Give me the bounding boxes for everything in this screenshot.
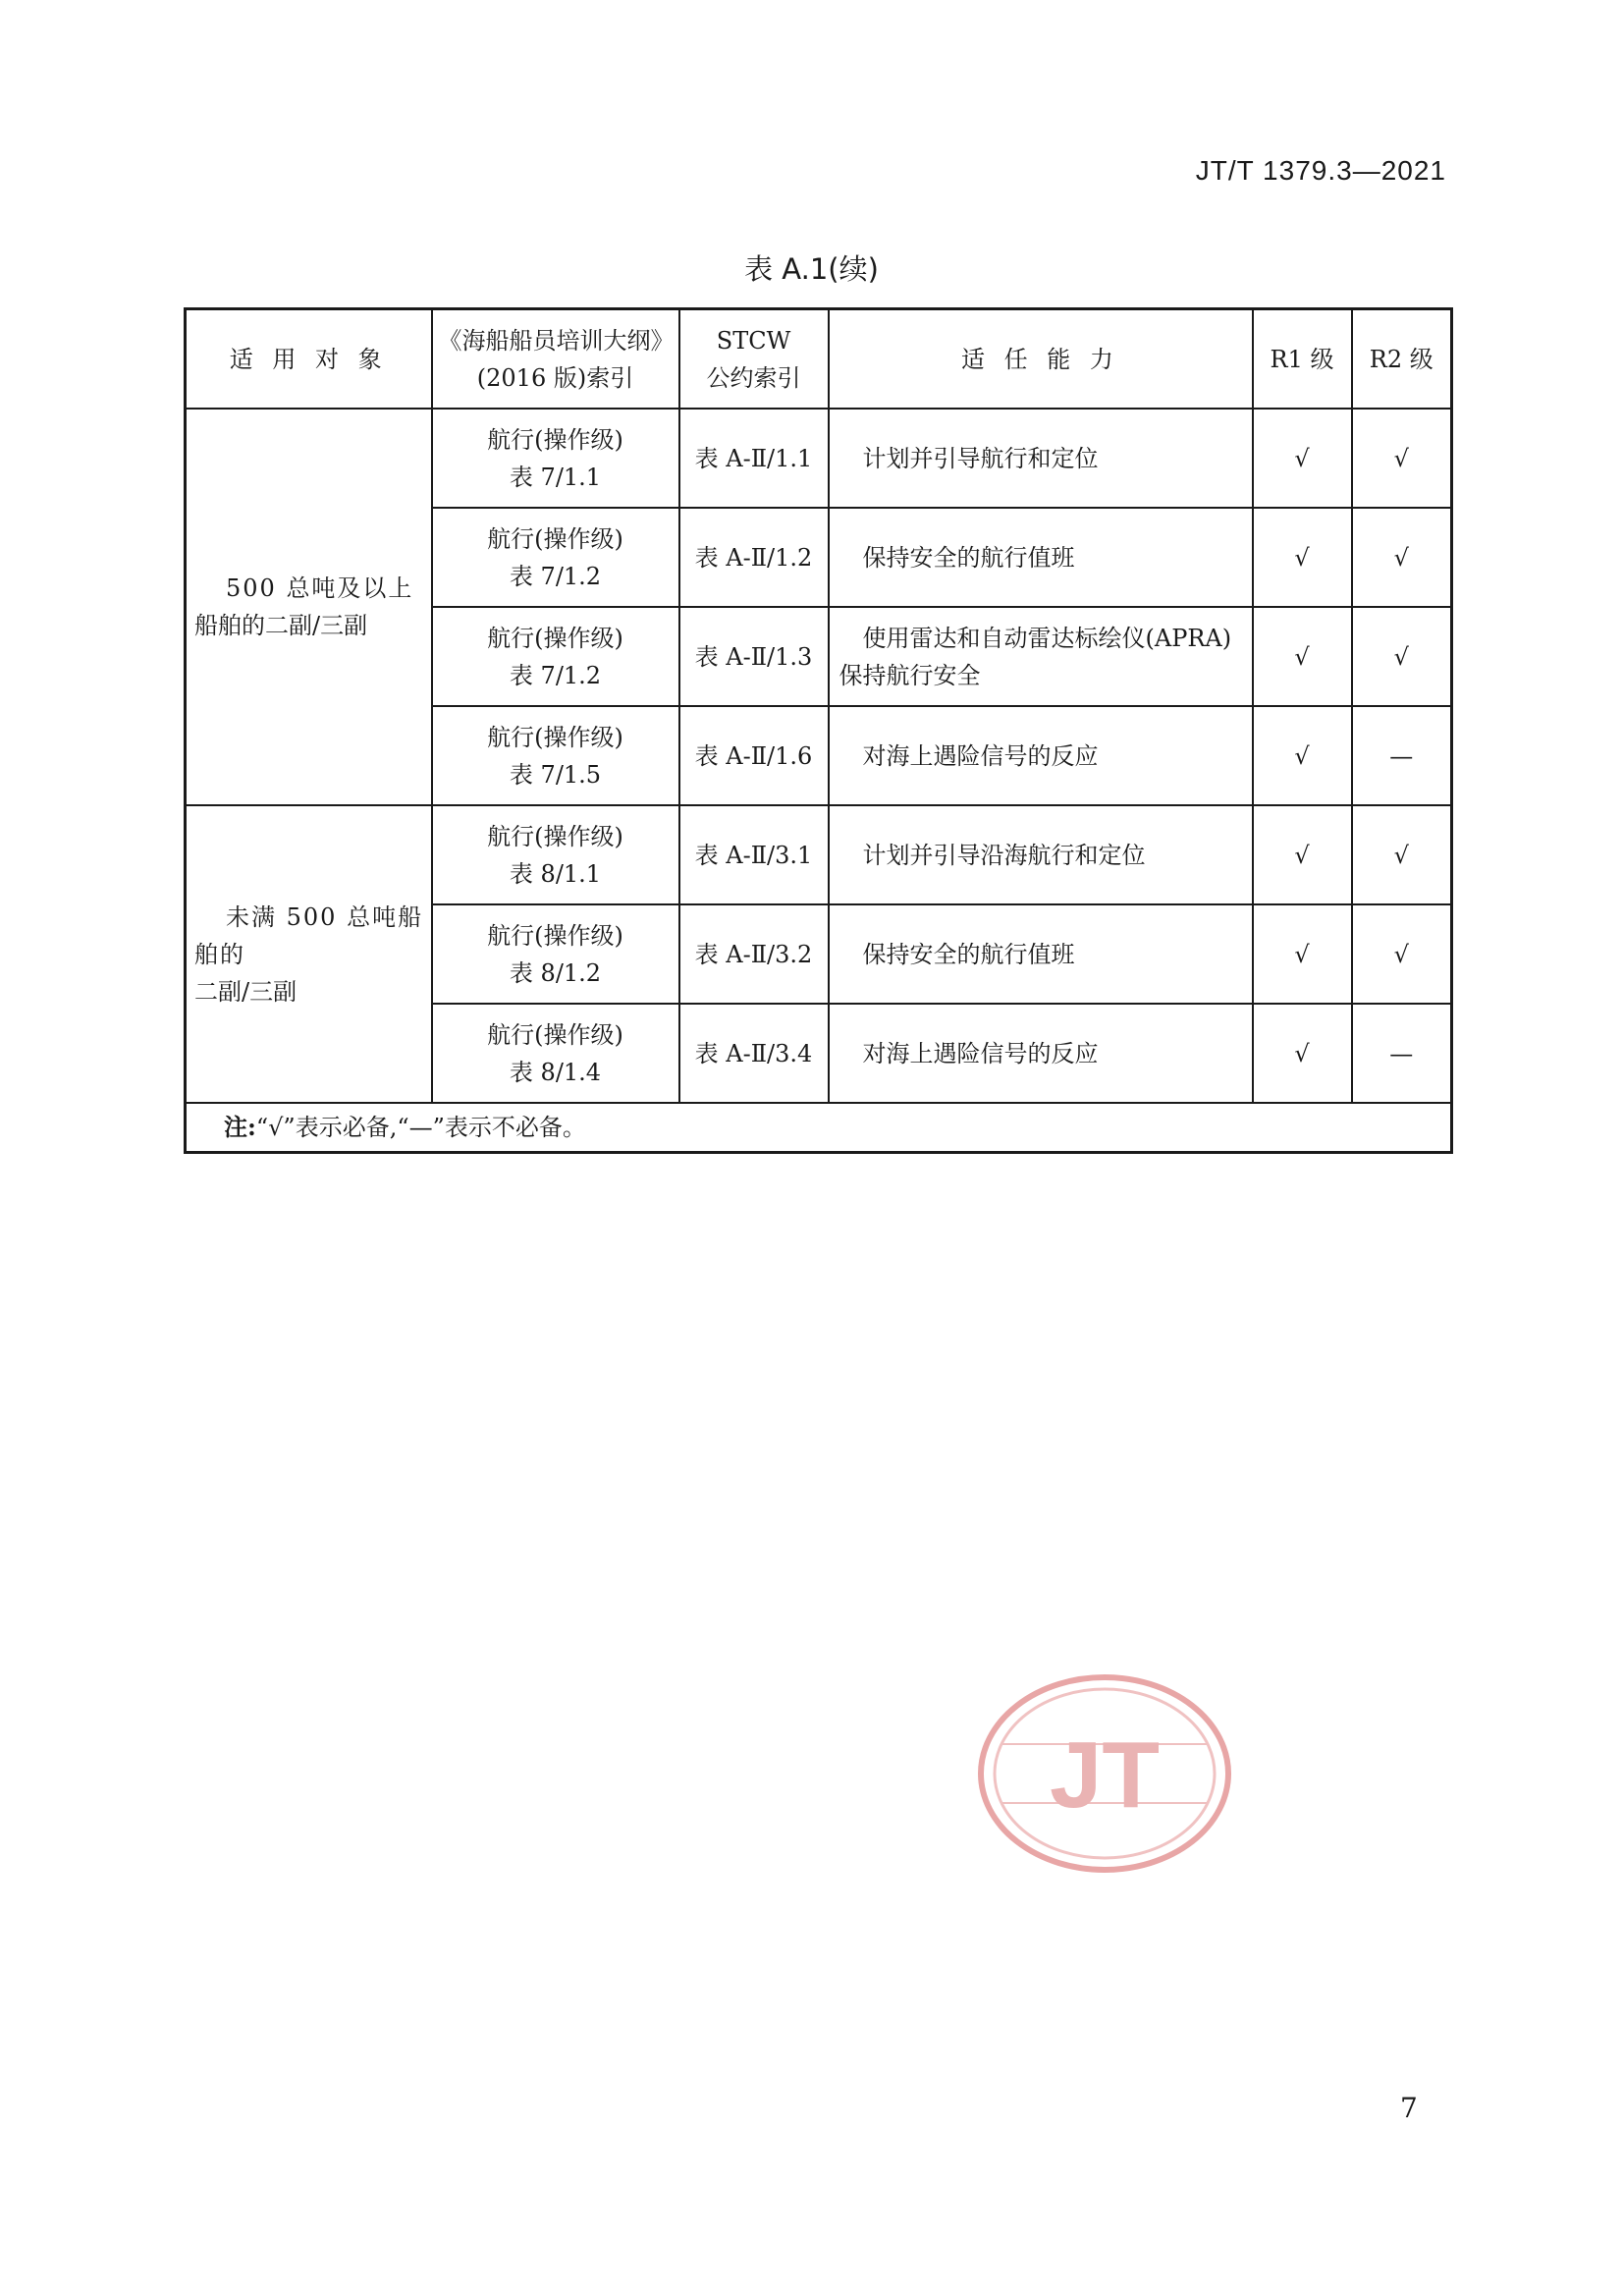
target-line2: 二副/三副 (194, 977, 298, 1006)
header-stcw-index (679, 309, 829, 410)
r1-mark: √ (1253, 607, 1352, 706)
competence-cell (829, 1004, 1253, 1103)
competence-line1: 保持安全的航行值班 (862, 940, 1075, 968)
outline-line2: 表 7/1.1 (509, 463, 602, 491)
r2-mark: √ (1352, 607, 1452, 706)
outline-line1: 航行(操作级) (487, 1020, 623, 1049)
outline-index-cell (432, 805, 679, 904)
page-number: 7 (1400, 2092, 1418, 2124)
r2-mark: — (1352, 706, 1452, 805)
outline-line2: 表 7/1.2 (509, 562, 602, 590)
r2-mark: — (1352, 1004, 1452, 1103)
competence-line1: 保持安全的航行值班 (862, 543, 1075, 572)
outline-line1: 航行(操作级) (487, 723, 623, 751)
outline-line2: 表 7/1.2 (509, 661, 602, 689)
competence-line1: 对海上遇险信号的反应 (862, 741, 1099, 770)
r1-mark: √ (1253, 508, 1352, 607)
target-cell (186, 409, 432, 805)
competence-cell (829, 607, 1253, 706)
note-row (186, 1103, 1452, 1153)
outline-index-cell (432, 607, 679, 706)
note-text: “√”表示必备,“—”表示不必备。 (255, 1114, 586, 1141)
header-outline-line1: 《海船船员培训大纲》 (438, 326, 675, 355)
header-outline-line2: (2016 版)索引 (476, 363, 634, 392)
outline-index-cell (432, 904, 679, 1004)
outline-line1: 航行(操作级) (487, 822, 623, 850)
r1-mark: √ (1253, 805, 1352, 904)
header-stcw-line2: 公约索引 (706, 363, 801, 392)
outline-line2: 表 8/1.4 (509, 1058, 602, 1086)
outline-index-cell (432, 409, 679, 508)
r2-mark: √ (1352, 904, 1452, 1004)
r1-mark: √ (1253, 1004, 1352, 1103)
competence-cell (829, 409, 1253, 508)
stcw-index-cell: 表 A-Ⅱ/1.2 (679, 508, 829, 607)
r2-mark: √ (1352, 508, 1452, 607)
competence-line2: 保持航行安全 (839, 661, 981, 689)
target-line1: 未满 500 总吨船舶的 (194, 902, 424, 968)
stamp-text: JT (1049, 1722, 1161, 1828)
note-label: 注: (224, 1113, 256, 1141)
stcw-index-cell: 表 A-Ⅱ/1.3 (679, 607, 829, 706)
r1-mark: √ (1253, 409, 1352, 508)
header-r1: R1 级 (1253, 309, 1352, 410)
r1-mark: √ (1253, 706, 1352, 805)
outline-index-cell (432, 1004, 679, 1103)
jt-stamp-logo (975, 1671, 1234, 1876)
header-stcw-line1: STCW (716, 326, 791, 355)
outline-line1: 航行(操作级) (487, 624, 623, 652)
competence-line1: 计划并引导航行和定位 (862, 444, 1099, 472)
stcw-index-cell: 表 A-Ⅱ/1.1 (679, 409, 829, 508)
competence-cell (829, 706, 1253, 805)
r1-mark: √ (1253, 904, 1352, 1004)
outline-index-cell (432, 508, 679, 607)
header-row (186, 309, 1452, 410)
outline-line1: 航行(操作级) (487, 921, 623, 950)
stcw-index-cell: 表 A-Ⅱ/3.4 (679, 1004, 829, 1103)
outline-line1: 航行(操作级) (487, 425, 623, 454)
competence-table (184, 307, 1453, 1154)
header-target: 适 用 对 象 (186, 309, 432, 410)
stcw-index-cell: 表 A-Ⅱ/3.2 (679, 904, 829, 1004)
competence-cell (829, 508, 1253, 607)
document-id: JT/T 1379.3—2021 (1195, 155, 1446, 186)
outline-line1: 航行(操作级) (487, 524, 623, 553)
outline-index-cell (432, 706, 679, 805)
r2-mark: √ (1352, 409, 1452, 508)
outline-line2: 表 8/1.1 (509, 859, 602, 888)
target-line1: 500 总吨及以上 (226, 574, 414, 602)
outline-line2: 表 8/1.2 (509, 958, 602, 987)
header-r2: R2 级 (1352, 309, 1452, 410)
table-note (186, 1103, 1452, 1153)
outline-line2: 表 7/1.5 (509, 760, 602, 789)
competence-line1: 使用雷达和自动雷达标绘仪(APRA) (862, 624, 1232, 652)
r2-mark: √ (1352, 805, 1452, 904)
stcw-index-cell: 表 A-Ⅱ/1.6 (679, 706, 829, 805)
competence-cell (829, 904, 1253, 1004)
header-outline-index (432, 309, 679, 410)
table-title: 表 A.1(续) (744, 252, 879, 286)
competence-line1: 对海上遇险信号的反应 (862, 1039, 1099, 1067)
header-competence: 适 任 能 力 (829, 309, 1253, 410)
target-cell (186, 805, 432, 1103)
target-line2: 船舶的二副/三副 (194, 612, 368, 639)
competence-line1: 计划并引导沿海航行和定位 (862, 841, 1146, 869)
table-body (186, 409, 1452, 1103)
table-row (186, 409, 1452, 508)
table-row (186, 805, 1452, 904)
competence-cell (829, 805, 1253, 904)
stcw-index-cell: 表 A-Ⅱ/3.1 (679, 805, 829, 904)
